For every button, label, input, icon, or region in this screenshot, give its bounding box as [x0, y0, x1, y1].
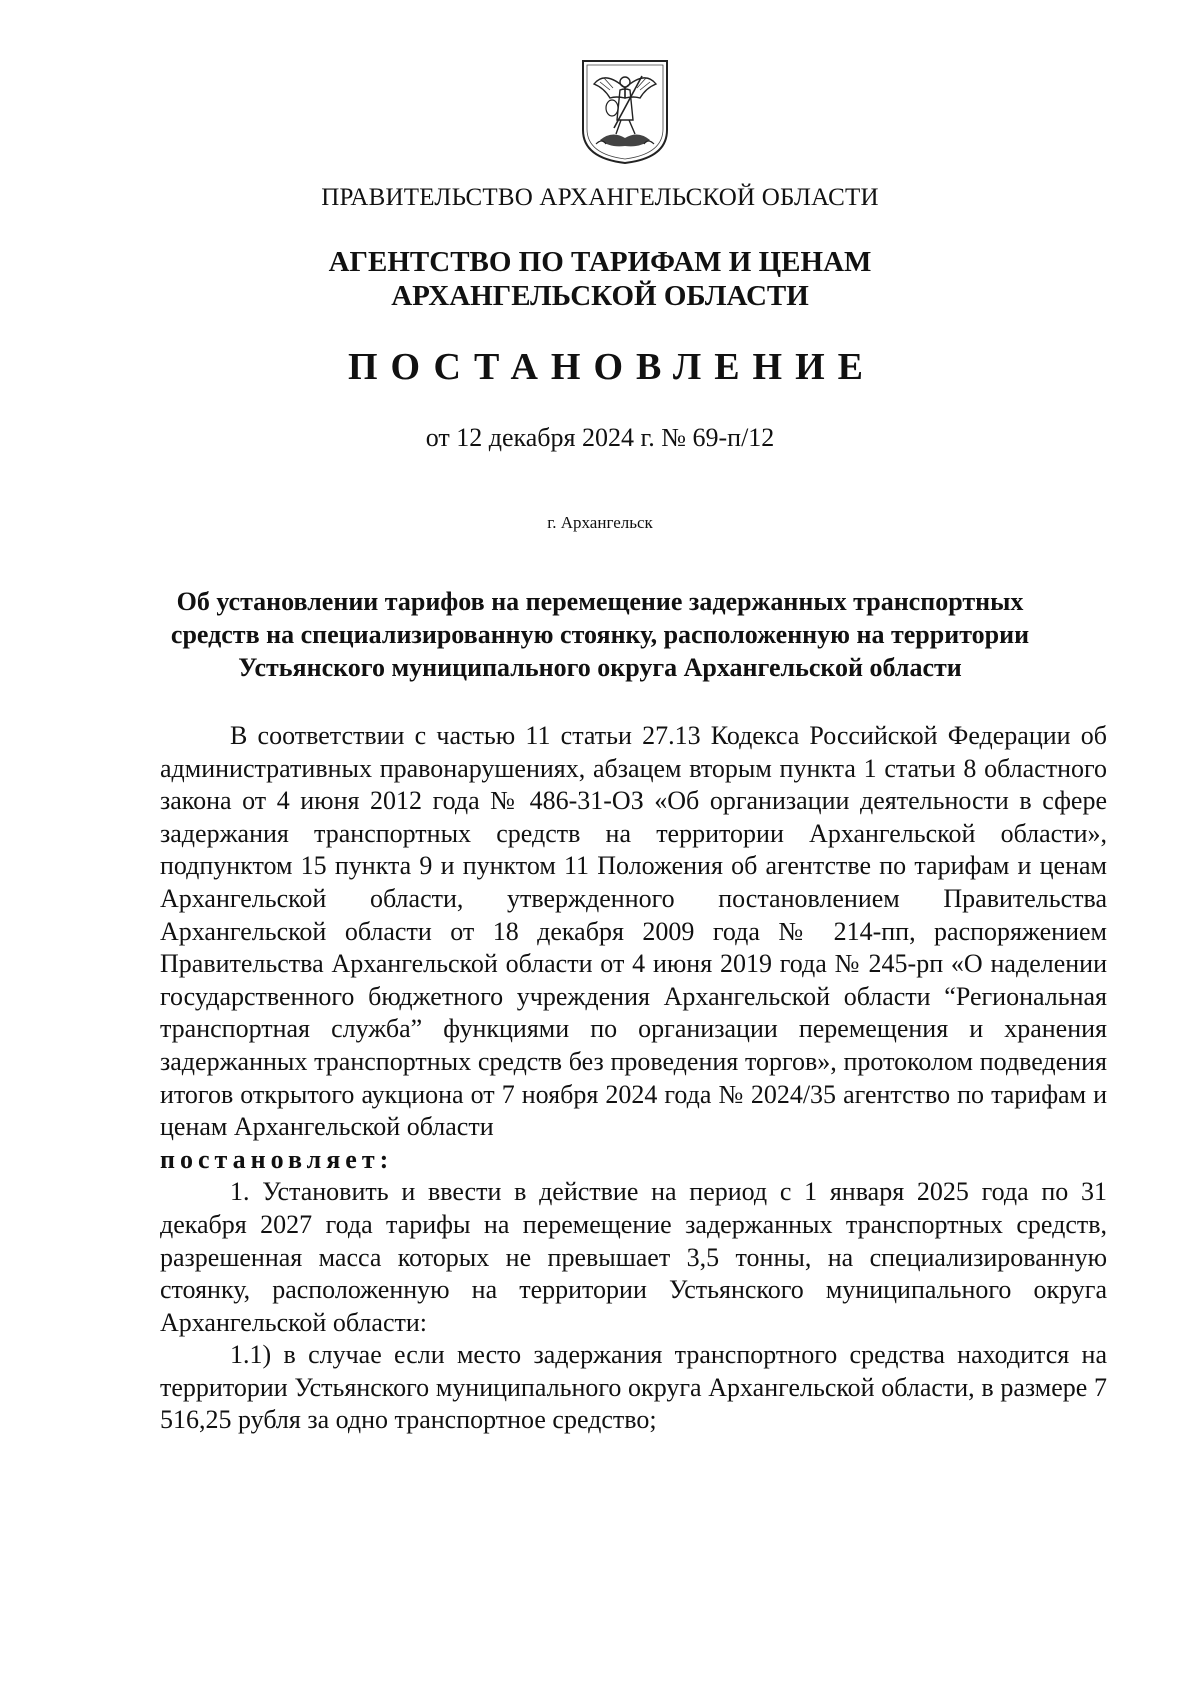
coat-of-arms-icon — [580, 58, 670, 166]
item-1-paragraph: 1. Установить и ввести в действие на период с 1 января 2025 года по 31 декабря 2027 года тарифы на перемещение задержанных транспортных средств, разрешенная масса которых не превышает 3,5 тонны, на специализированную стоянку, расположенную на территории Устьянского муниципального округа Архангельской области: — [160, 1177, 1107, 1337]
title-line-3: Устьянского муниципального округа Архангельской области — [238, 653, 962, 682]
agency-name — [0, 245, 1200, 313]
preamble-paragraph: В соответствии с частью 11 статьи 27.13 Кодекса Российской Федерации об административных правонарушениях, абзацем вторым пункта 1 статьи 8 областного закона от 4 июня 2012 года № 486-31-ОЗ «Об организации деятельности в сфере задержания транспортных средств на территории Архангельской области», подпунктом 15 пункта 9 и пунктом 11 Положения об агентстве по тарифам и ценам Архангельской области, утвержденного постановлением Правительства Архангельской области от 18 декабря 2009 года № 214-пп, распоряжением Правительства Архангельской области от 4 июня 2019 года № 245-рп «О наделении государственного бюджетного учреждения Архангельской области “Региональная транспортная служба” функциями по организации перемещения и хранения задержанных транспортных средств без проведения торгов», протоколом подведения итогов открытого аукциона от 7 ноября 2024 года № 2024/35 агентство по тарифам и ценам Архангельской области — [160, 721, 1107, 1142]
document-type: ПОСТАНОВЛЕНИЕ — [347, 346, 877, 388]
document-date-number: от 12 декабря 2024 г. № 69-п/12 — [425, 423, 775, 452]
title-line-1: Об установлении тарифов на перемещение задержанных транспортных — [176, 587, 1024, 616]
title-line-2: средств на специализированную стоянку, расположенную на территории — [170, 620, 1030, 649]
item-1-1-paragraph: 1.1) в случае если место задержания транспортного средства находится на территории Устьянского муниципального округа Архангельской области, в размере 7 516,25 рубля за одно транспортное средство; — [160, 1340, 1107, 1435]
resolves-paragraph — [160, 1144, 1107, 1177]
document-body — [160, 720, 1107, 1437]
document-city: г. Архангельск — [547, 513, 653, 532]
resolves-word: постановляет: — [160, 1144, 394, 1174]
government-name: ПРАВИТЕЛЬСТВО АРХАНГЕЛЬСКОЙ ОБЛАСТИ — [321, 184, 879, 211]
agency-line-2: АРХАНГЕЛЬСКОЙ ОБЛАСТИ — [391, 280, 809, 312]
agency-line-1: АГЕНТСТВО ПО ТАРИФАМ И ЦЕНАМ — [328, 246, 872, 278]
document-title — [150, 585, 1050, 684]
